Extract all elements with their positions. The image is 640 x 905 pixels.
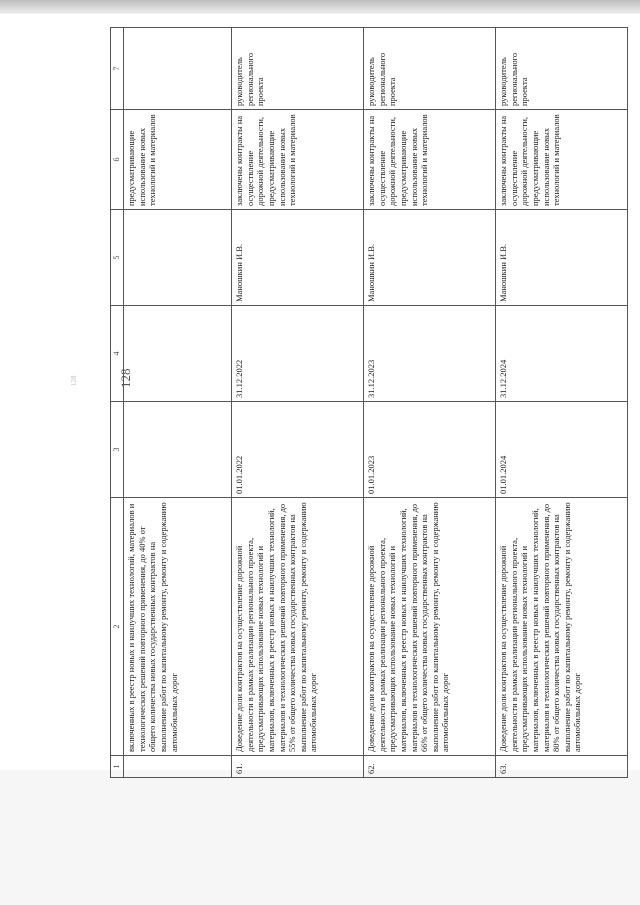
ghost-page-number: 128 xyxy=(70,375,78,386)
row-end-date xyxy=(124,306,232,402)
header-col-1: 1 xyxy=(111,756,124,778)
row-result: заключены контракты на осуществление дорожной деятельности, предусматривающие использование новых технологий и материалов xyxy=(496,110,628,210)
header-col-7: 7 xyxy=(111,28,124,110)
row-start-date: 01.01.2023 xyxy=(364,402,496,498)
row-start-date: 01.01.2024 xyxy=(496,402,628,498)
header-col-6: 6 xyxy=(111,110,124,210)
header-col-5: 5 xyxy=(111,210,124,306)
table-row xyxy=(232,28,364,778)
page-number: 128 xyxy=(118,368,133,388)
row-number xyxy=(124,756,232,778)
row-start-date: 01.01.2022 xyxy=(232,402,364,498)
row-description: Доведение доли контрактов на осуществление дорожной деятельности в рамках реализации регионального проекта, предусматривающих использование новых технологий и материалов, включенных в реестр новых и наилучших технологий, материалов и технологических решений повторного применения, до 66% от общего количества новых государственных контрактов на выполнение работ по капитальному ремонту, ремонту и содержанию автомобильных дорог xyxy=(364,498,496,756)
row-kind: руководитель регионального проекта xyxy=(232,28,364,110)
row-kind: руководитель регионального проекта xyxy=(364,28,496,110)
row-responsible: Маношкин И.В. xyxy=(232,210,364,306)
table-row xyxy=(496,28,628,778)
table-row xyxy=(364,28,496,778)
row-result: заключены контракты на осуществление дорожной деятельности, предусматривающие использование новых технологий и материалов xyxy=(364,110,496,210)
scan-border-top xyxy=(0,0,640,14)
row-number: 63. xyxy=(496,756,628,778)
row-description: Доведение доли контрактов на осуществление дорожной деятельности в рамках реализации регионального проекта, предусматривающих использование новых технологий и материалов, включенных в реестр новых и наилучших технологий, материалов и технологических решений повторного применения, до 80% от общего количества новых государственных контрактов на выполнение работ по капитальному ремонту, ремонту и содержанию автомобильных дорог xyxy=(496,498,628,756)
row-end-date: 31.12.2022 xyxy=(232,306,364,402)
header-col-4: 4 xyxy=(111,306,124,402)
row-responsible: Маношкин И.В. xyxy=(496,210,628,306)
row-end-date: 31.12.2023 xyxy=(364,306,496,402)
scan-margin-bottom xyxy=(0,770,640,905)
row-responsible: Маношкин И.В. xyxy=(364,210,496,306)
row-description: Доведение доли контрактов на осуществление дорожной деятельности в рамках реализации регионального проекта, предусматривающих использование новых технологий и материалов, включенных в реестр новых и наилучших технологий, материалов и технологических решений повторного применения, до 55% от общего количества новых государственных контрактов на выполнение работ по капитальному ремонту, ремонту и содержанию автомобильных дорог xyxy=(232,498,364,756)
table-header-row xyxy=(111,28,124,778)
row-responsible xyxy=(124,210,232,306)
table-row xyxy=(124,28,232,778)
row-number: 61. xyxy=(232,756,364,778)
row-result: заключены контракты на осуществление дорожной деятельности, предусматривающие использование новых технологий и материалов xyxy=(232,110,364,210)
row-result: предусматривающие использование новых технологий и материалов xyxy=(124,110,232,210)
header-col-2: 2 xyxy=(111,498,124,756)
header-col-3: 3 xyxy=(111,402,124,498)
row-number: 62. xyxy=(364,756,496,778)
row-kind: руководитель регионального проекта xyxy=(496,28,628,110)
rotated-table-container xyxy=(110,28,635,778)
plan-table xyxy=(110,27,628,778)
row-end-date: 31.12.2024 xyxy=(496,306,628,402)
row-description: включенных в реестр новых и наилучших технологий, материалов и технологических решений повторного применения, до 40% от общего количества новых государственных контрактов на выполнение работ по капитальному ремонту, ремонту и содержанию автомобильных дорог xyxy=(124,498,232,756)
row-kind xyxy=(124,28,232,110)
row-start-date xyxy=(124,402,232,498)
